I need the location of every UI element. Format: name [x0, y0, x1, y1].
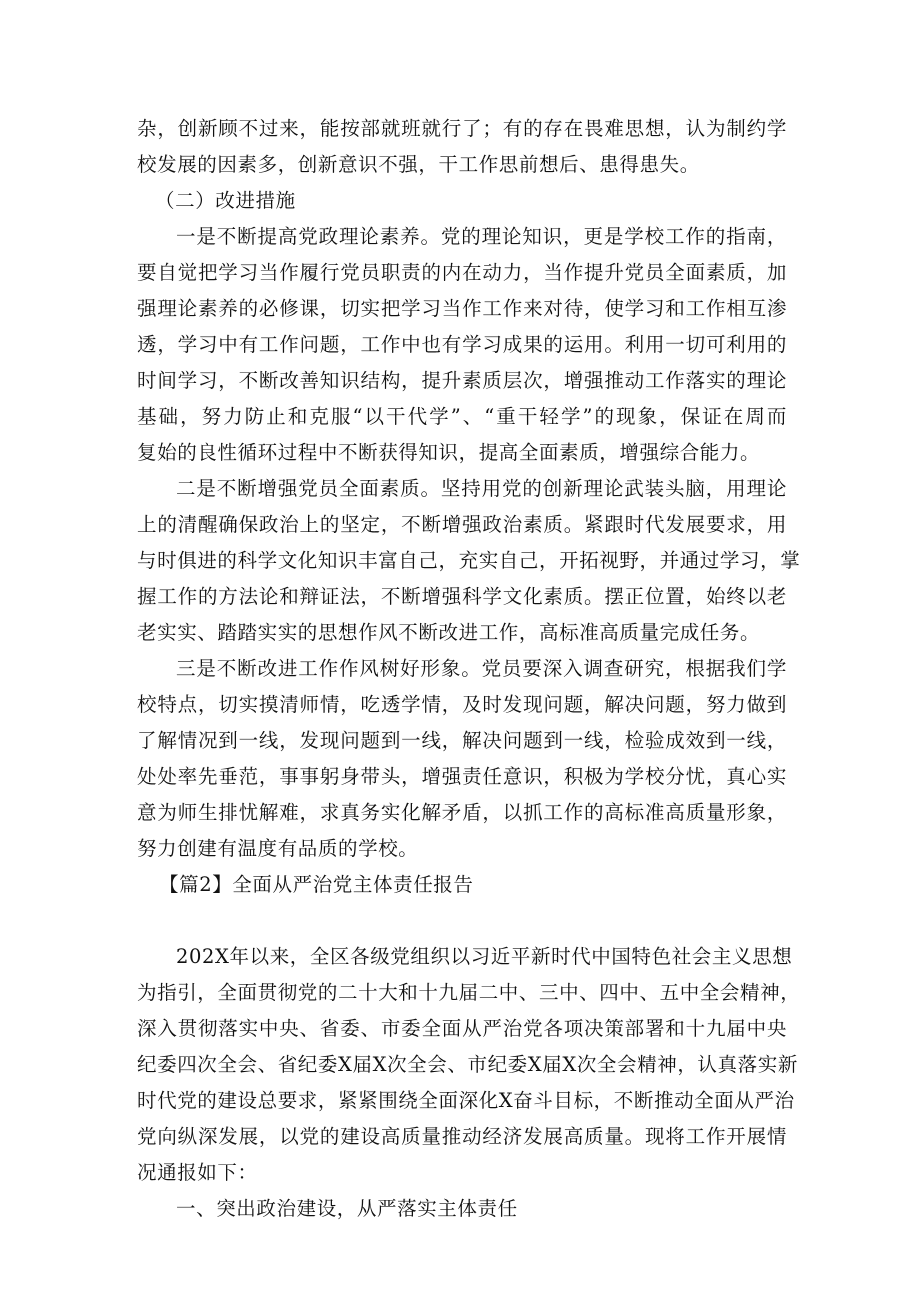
text-line: 况通报如下：	[137, 1161, 258, 1184]
text-line: 与时俱进的科学文化知识丰富自己，充实自己，开拓视野，并通过学习，掌	[137, 549, 801, 572]
text-line: 握工作的方法论和辩证法，不断增强科学文化素质。摆正位置，始终以老	[137, 585, 787, 608]
text-line: 为指引，全面贯彻党的二十大和十九届二中、三中、四中、五中全会精神，	[137, 981, 801, 1004]
text-line: 老实实、踏踏实实的思想作风不断改进工作，高标准高质量完成任务。	[137, 621, 761, 644]
text-line: 上的清醒确保政治上的坚定，不断增强政治素质。紧跟时代发展要求，用	[137, 513, 787, 536]
text-line: 校发展的因素多，创新意识不强，干工作思前想后、患得患失。	[137, 153, 700, 176]
text-line: 党向纵深发展，以党的建设高质量推动经济发展高质量。现将工作开展情	[137, 1125, 787, 1148]
text-line: 处处率先垂范，事事躬身带头，增强责任意识，积极为学校分忧，真心实	[137, 765, 787, 788]
text-line: 复始的良性循环过程中不断获得知识，提高全面素质，增强综合能力。	[137, 441, 761, 464]
text-line: 基础，努力防止和克服“以干代学”、“重干轻学”的现象，保证在周而	[137, 405, 787, 428]
paragraph-first-line: 二是不断增强党员全面素质。坚持用党的创新理论武装头脑，用理论	[176, 477, 787, 500]
text-line: 透，学习中有工作问题，工作中也有学习成果的运用。利用一切可利用的	[137, 333, 787, 356]
article-title: 【篇2】全面从严治党主体责任报告	[159, 873, 474, 896]
text-line: 杂，创新顾不过来，能按部就班就行了；有的存在畏难思想，认为制约学	[137, 117, 787, 140]
section-heading: （二）改进措施	[155, 189, 296, 212]
text-line: 时代党的建设总要求，紧紧围绕全面深化X奋斗目标，不断推动全面从严治	[137, 1089, 795, 1112]
text-line: 强理论素养的必修课，切实把学习当作工作来对待，使学习和工作相互渗	[137, 297, 787, 320]
text-line: 校特点，切实摸清师情，吃透学情，及时发现问题，解决问题，努力做到	[137, 693, 787, 716]
section-heading: 一、突出政治建设，从严落实主体责任	[176, 1197, 518, 1220]
text-line: 深入贯彻落实中央、省委、市委全面从严治党各项决策部署和十九届中央	[137, 1017, 787, 1040]
text-line: 了解情况到一线，发现问题到一线，解决问题到一线，检验成效到一线，	[137, 729, 787, 752]
paragraph-first-line: 三是不断改进工作作风树好形象。党员要深入调查研究，根据我们学	[176, 657, 787, 680]
text-line: 意为师生排忧解难，求真务实化解矛盾，以抓工作的高标准高质量形象，	[137, 801, 787, 824]
paragraph-first-line: 202X年以来，全区各级党组织以习近平新时代中国特色社会主义思想	[176, 945, 793, 968]
text-line: 时间学习，不断改善知识结构，提升素质层次，增强推动工作落实的理论	[137, 369, 787, 392]
text-line: 要自觉把学习当作履行党员职责的内在动力，当作提升党员全面素质，加	[137, 261, 787, 284]
text-line: 纪委四次全会、省纪委X届X次全会、市纪委X届X次全会精神，认真落实新	[137, 1053, 798, 1076]
paragraph-first-line: 一是不断提高党政理论素养。党的理论知识，更是学校工作的指南，	[176, 225, 787, 248]
text-line: 努力创建有温度有品质的学校。	[137, 837, 419, 860]
